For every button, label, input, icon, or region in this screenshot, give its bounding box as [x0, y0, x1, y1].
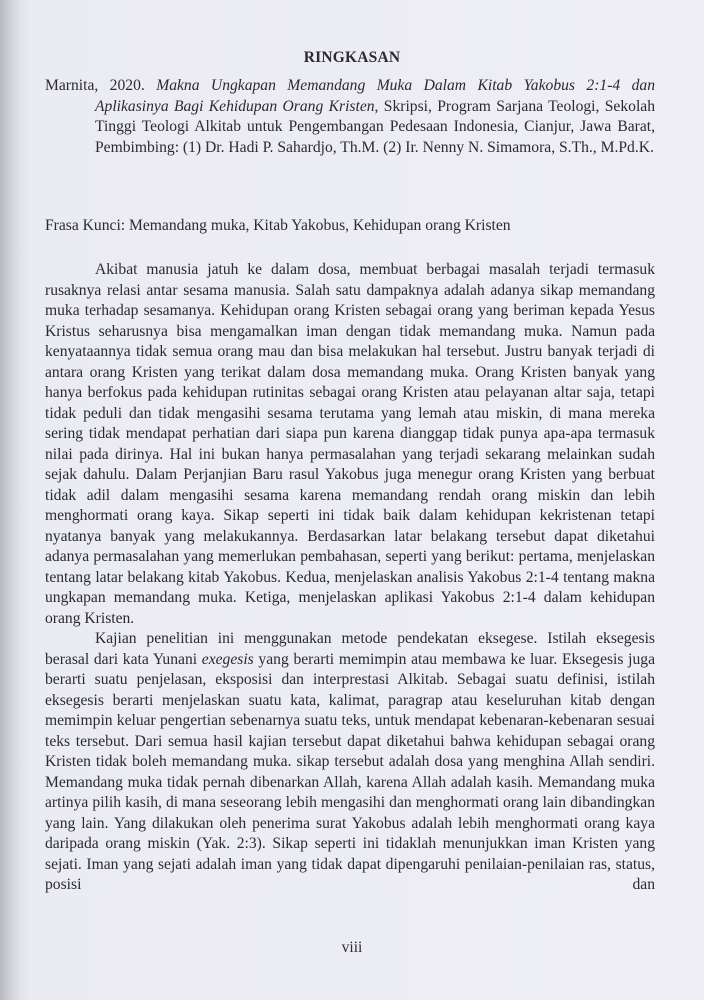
citation-thesis-title: Makna Ungkapan Memandang Muka Dalam Kitab Yakobus 2:1-4 dan Aplikasinya Bagi Kehidupan Orang Kristen: [95, 77, 655, 115]
abstract-body: [45, 260, 655, 896]
paragraph-2-text-after: yang berarti memimpin atau membawa ke luar. Eksegesis juga berarti suatu penjelasan, eksposisi dan interprestasi Alkitab. Sebagai suatu definisi, istilah eksegesis berarti menjelaskan suatu kata, kalimat, paragrap atau keseluruhan kitab dengan memimpin keluar pengertian sebenarnya suatu teks, untuk mendapat kebenaran-kebenaran sesuai teks tersebut. Dari semua hasil kajian tersebut dapat diketahui bahwa kehidupan sebagai orang Kristen tidak boleh memandang muka. sikap tersebut adalah dosa yang menghina Allah sendiri. Memandang muka tidak pernah dibenarkan Allah, karena Allah adalah kasih. Memandang muka artinya pilih kasih, di mana seseorang lebih mengasihi dan menghormati orang lain dibandingkan yang lain. Yang dilakukan oleh penerima surat Yakobus adalah lebih menghormati orang kaya daripada orang miskin (Yak. 2:3). Sikap seperti ini tidaklah menunjukkan iman Kristen yang sejati. Iman yang sejati adalah iman yang tidak dapat dipengaruhi penilaian-penilaian ras, status, posisi dan: [45, 650, 656, 893]
citation-details: , Skripsi, Program Sarjana Teologi, Sekolah Tinggi Teologi Alkitab untuk Pengembangan Pedesaan Indonesia, Cianjur, Jawa Barat, Pembimbing: (1) Dr. Hadi P. Sahardjo, Th.M. (2) Ir. Nenny N. Simamora, S.Th., M.Pd.K.: [95, 97, 655, 156]
keywords-line: Frasa Kunci: Memandang muka, Kitab Yakobus, Kehidupan orang Kristen: [45, 217, 511, 234]
paragraph-2-text-before: Kajian penelitian ini menggunakan metode pendekatan eksegese. Istilah eksegesis berasal dari kata Yunani: [45, 630, 655, 668]
page-number: viii: [341, 939, 363, 956]
abstract-paragraph-2: [45, 629, 655, 896]
paragraph-2-italic-term: exegesis: [201, 650, 254, 668]
citation-author-year: Marnita, 2020.: [45, 77, 157, 94]
bibliographic-citation: [45, 76, 655, 158]
abstract-paragraph-1: Akibat manusia jatuh ke dalam dosa, membuat berbagai masalah terjadi termasuk rusaknya relasi antar sesama manusia. Salah satu dampaknya adalah adanya sikap memandang muka terhadap sesamanya. Kehidupan orang Kristen sebagai orang yang beriman kepada Yesus Kristus seharusnya bisa mengamalkan iman dengan tidak memandang muka. Namun pada kenyataannya tidak semua orang mau dan bisa melakukan hal tersebut. Justru banyak terjadi di antara orang Kristen yang terikat dalam dosa memandang muka. Orang Kristen banyak yang hanya berfokus pada kehidupan rutinitas sebagai orang Kristen atau pelayanan altar saja, tetapi tidak peduli dan tidak mengasihi sesama terutama yang lemah atau miskin, di mana mereka sering tidak mendapat perhatian dari siapa pun karena dianggap tidak punya apa-apa termasuk nilai pada dirinya. Hal ini bukan hanya permasalahan yang terjadi sekarang melainkan sudah sejak dahulu. Dalam Perjanjian Baru rasul Yakobus juga menegur orang Kristen yang berbuat tidak adil dalam mengasihi sesama karena memandang rendah orang miskin dan lebih menghormati orang kaya. Sikap seperti ini tidak baik dalam kehidupan kekristenan tetapi nyatanya banyak yang melakukannya. Berdasarkan latar belakang tersebut dapat diketahui adanya permasalahan yang memerlukan pembahasan, seperti yang berikut: pertama, menjelaskan tentang latar belakang kitab Yakobus. Kedua, menjelaskan analisis Yakobus 2:1-4 tentang makna ungkapan memandang muka. Ketiga, menjelaskan aplikasi Yakobus 2:1-4 dalam kehidupan orang Kristen.: [45, 261, 655, 627]
page-title: RINGKASAN: [303, 49, 401, 66]
